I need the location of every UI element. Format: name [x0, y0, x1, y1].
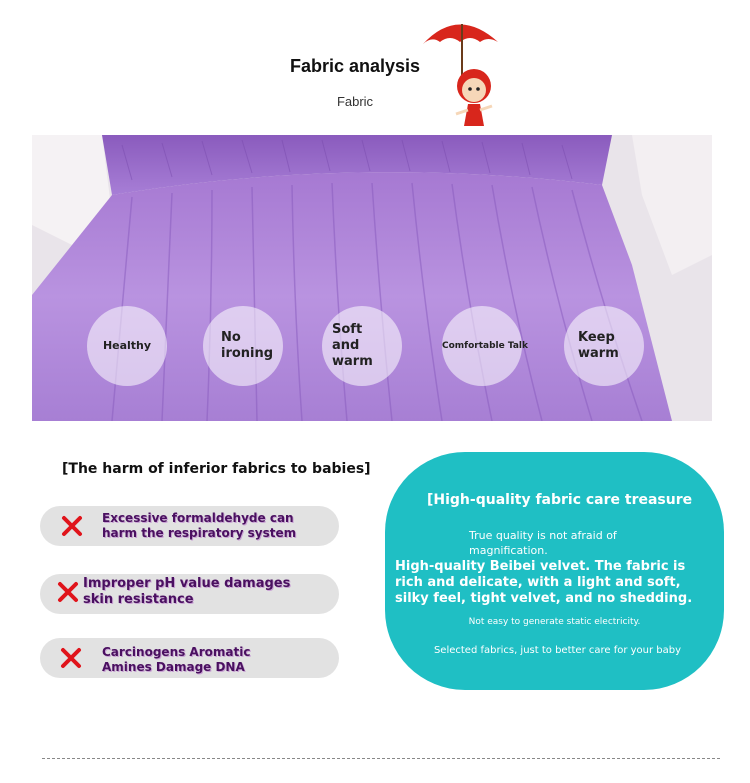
feature-healthy: [87, 306, 167, 386]
care-line-4: Selected fabrics, just to better care for your baby: [433, 645, 682, 656]
feature-label: Healthy: [102, 339, 152, 352]
harm-item-text: Improper pH value damages skin resistance: [83, 576, 291, 607]
feature-soft-and-warm: [322, 306, 402, 386]
feature-keep-warm: [564, 306, 644, 386]
feature-label: No ironing: [221, 330, 274, 361]
red-x-icon: [59, 646, 83, 670]
red-x-icon: [56, 580, 80, 604]
page-title: Fabric analysis: [289, 56, 421, 76]
feature-comfortable-talk: [442, 306, 528, 386]
page-subtitle: Fabric: [336, 94, 374, 109]
harm-item-text: Excessive formaldehyde can harm the respiratory system: [102, 511, 297, 540]
harm-item-text: Carcinogens Aromatic Amines Damage DNA: [102, 645, 251, 674]
dashed-divider: [42, 758, 720, 759]
feature-no-ironing: [203, 306, 283, 386]
care-info-box: [385, 452, 724, 690]
feature-label: Keep warm: [578, 330, 619, 361]
feature-label: Soft and warm: [332, 322, 373, 369]
feature-label: Comfortable Talk: [442, 341, 528, 351]
care-title: [High-quality fabric care treasure: [427, 492, 693, 508]
harm-section-title: [The harm of inferior fabrics to babies]: [62, 461, 371, 477]
umbrella-girl-mascot-icon: [418, 14, 508, 134]
care-line-1: True quality is not afraid of magnification.: [469, 529, 617, 557]
red-x-icon: [60, 514, 84, 538]
care-line-2: High-quality Beibei velvet. The fabric is rich and delicate, with a light and soft, silky feel, tight velvet, and no shedding.: [395, 559, 693, 606]
care-line-3: Not easy to generate static electricity.: [468, 617, 641, 627]
